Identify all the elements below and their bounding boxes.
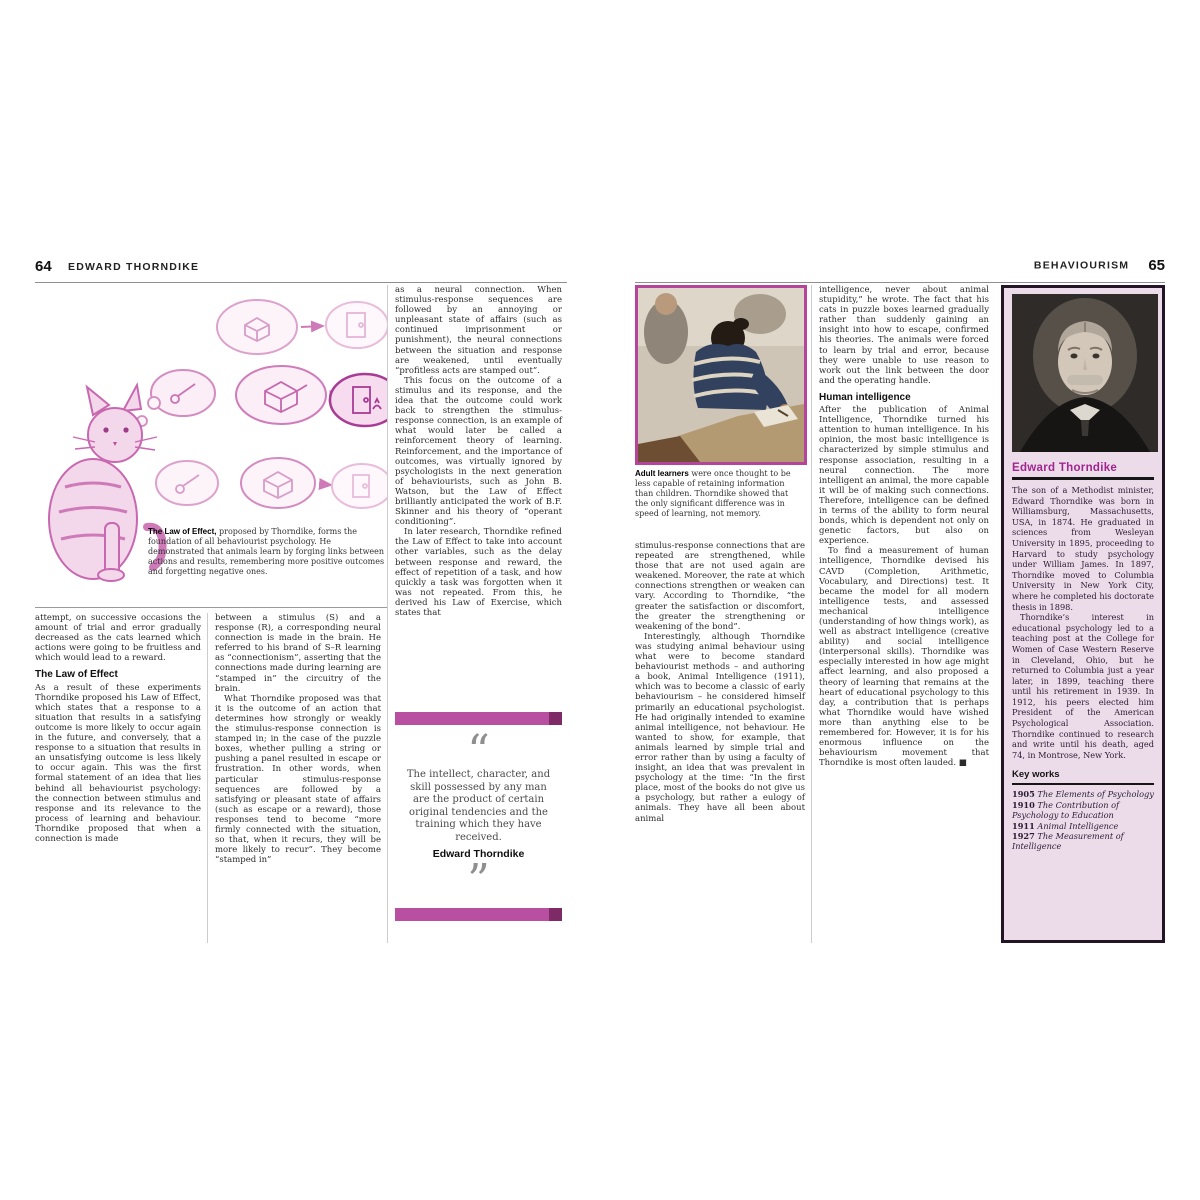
- illustration-caption-rest: proposed by Thorndike, forms the foundation of all behaviourist psychology. He demonstrated that animals learn by forging links between actions and results, remembering more positive outcomes and forgetting negative ones.: [148, 527, 385, 576]
- quote-attribution: Edward Thorndike: [432, 847, 525, 860]
- paragraph: between a stimulus (S) and a response (R), a corresponding neural connection is made in the brain. He referred to his brand of S–R learning as “connectionism”, asserting that the connections made during learning are “stamped in” the circuitry of the brain.: [215, 613, 381, 694]
- left-column-1: [35, 613, 201, 844]
- key-works-list: [1012, 789, 1154, 851]
- right-column-1: [635, 541, 805, 824]
- key-work-title: The Measurement of Intelligence: [1012, 831, 1124, 852]
- key-work-item: [1012, 831, 1154, 852]
- key-work-year: 1905: [1012, 789, 1035, 800]
- close-quote-icon: ”: [467, 854, 490, 906]
- page-number-left: 64: [35, 258, 52, 275]
- key-work-item: [1012, 800, 1154, 821]
- header-rule-left: [35, 282, 567, 283]
- key-work-title: The Elements of Psychology: [1037, 789, 1154, 800]
- bio-paragraph: Thorndike’s interest in educational psychology led to a teaching post at the College for Women of Case Western Reserve in Cleveland, Ohio, but he returned to Columbia just a year later, in 1899, teaching there until his retirement in 1939. In 1912, his peers elected him President of the American Psychological Association. Thorndike continued to research and write until his death, aged 74, in Montrose, New York.: [1012, 612, 1154, 760]
- caption-rule: [35, 607, 388, 608]
- illustration-caption: [148, 527, 388, 577]
- quote-bottom-bar: [395, 908, 562, 921]
- biography-sidebar: [1001, 285, 1165, 943]
- paragraph: To find a measurement of human intelligence, Thorndike devised his CAVD (Completion, Arithmetic, Vocabulary, and Directions) test. It became the model for all modern intelligence tests, and assessed mechanical intelligence (understanding of how things work), as well as abstract intelligence (creative ability) and social intelligence (interpersonal skills). Thorndike was especially interested in how age might affect learning, and also proposed a theory of learning that remains at the heart of educational psychology to this day, a contribution that is perhaps what Thorndike would have wished more than anything else to be remembered for. However, it is for his enormous influence on the behaviourism movement that Thorndike is most often lauded. ■: [819, 546, 989, 769]
- quote-top-bar: [395, 712, 562, 725]
- section-heading-human-intelligence: Human intelligence: [819, 391, 911, 403]
- section-heading-law-of-effect: The Law of Effect: [35, 669, 118, 681]
- key-work-item: [1012, 821, 1154, 831]
- portrait-svg: [1012, 294, 1158, 452]
- illustration-caption-lead: The Law of Effect,: [148, 527, 217, 536]
- paragraph: After the publication of Animal Intelligence, Thorndike turned his attention to human intelligence. In his opinion, the most basic intelligence is characterized by simple stimulus and response association, resulting in a neural connection. The more intelligent an animal, the more capable it will be of making such connections. Therefore, intelligence can be defined in terms of the ability to form neural bonds, which is dependent not only on genetic factors, but also on experience.: [819, 405, 989, 547]
- photo-caption-rest: were once thought to be less capable of retaining information than children. Thorndike showed that the only significant difference was in speed of learning, not memory.: [635, 469, 791, 518]
- key-work-title: Animal Intelligence: [1037, 820, 1119, 831]
- photo-caption-lead: Adult learners: [635, 469, 689, 478]
- column-divider: [387, 285, 388, 943]
- paragraph: What Thorndike proposed was that it is the outcome of an action that determines how strongly or weakly the stimulus-response connection is stamped in; in the case of the puzzle boxes, whether pulling a string or pushing a panel resulted in escape or frustration. In other words, when particular stimulus-response sequences are followed by a satisfying or pleasant state of affairs (such as escape or a reward), those responses tend to become “more firmly connected with the situation, so that, when it recurs, they will be more likely to recur”. They become “stamped in”: [215, 693, 381, 866]
- key-work-year: 1927: [1012, 831, 1035, 842]
- sidebar-name-heading: Edward Thorndike: [1012, 456, 1154, 480]
- paragraph: As a result of these experiments Thorndike proposed his Law of Effect, which states that a response to a situation that results in a satisfying outcome is more likely to occur again in the future, and conversely, that a response to a situation that results in an unsatisfying outcome is less likely to occur again. This was the first formal statement of an idea that lies behind all behaviourist psychology: the connection between stimulus and response and its relevance to the process of learning and behaviour. Thorndike proposed that when a connection is made: [35, 682, 201, 844]
- key-work-item: [1012, 789, 1154, 799]
- thought-bubble-row-2: [151, 366, 388, 426]
- running-head-left: EDWARD THORNDIKE: [68, 261, 200, 273]
- thought-bubble-row-3: [156, 458, 388, 508]
- open-quote-icon: “: [467, 726, 490, 777]
- pull-quote-block: [395, 712, 562, 921]
- header-rule-right: [635, 282, 1165, 283]
- paragraph: Interestingly, although Thorndike was studying animal behaviour using what were to become standard behaviourist methods – and authoring a book, Animal Intelligence (1911), which was to become a classic of early behaviourism – he considered himself primarily an educational psychologist. He had originally intended to examine animal intelligence, not behaviour. He wanted to show, for example, that animals learned by simple trial and error rather than by using a faculty of insight, an idea that was prevalent in psychology at the time: “In the first place, most of the books do not give us a psychology, but rather a eulogy of animals. They have all been about animal: [635, 631, 805, 824]
- key-work-title: The Contribution of Psychology to Education: [1012, 799, 1120, 821]
- thorndike-portrait-photo: [1012, 294, 1154, 456]
- running-head-right: BEHAVIOURISM: [1033, 259, 1130, 272]
- left-column-3: [395, 285, 562, 618]
- right-column-2: [819, 285, 989, 768]
- bio-paragraph: The son of a Methodist minister, Edward Thorndike was born in Williamsburg, Massachusetts, USA, in 1874. He graduated in sciences from Wesleyan University in 1895, proceeding to Harvard to study psychology under William James. In 1897, Thorndike moved to Columbia University in New York City, where he completed his doctorate thesis in 1898.: [1012, 485, 1154, 612]
- quote-text: The intellect, character, and skill possessed by any man are the product of certain original tendencies and the training which they have received.: [406, 769, 551, 843]
- paragraph: attempt, on successive occasions the amount of trial and error gradually decreased as the cats learned which actions were going to be fruitless and which would lead to a reward.: [35, 613, 201, 664]
- paragraph: as a neural connection. When stimulus-response sequences are followed by an annoying or unpleasant state of affairs (such as continued imprisonment or punishment), the neural connections between the situation and response are weakened, until eventually “profitless acts are stamped out”.: [395, 285, 562, 376]
- paragraph: stimulus-response connections that are repeated are strengthened, while those that are not used again are weakened. Moreover, the rate at which connections strengthen or weaken can vary. According to Thorndike, “the greater the satisfaction or discomfort, the greater the strengthening or weakening of the bond”.: [635, 541, 805, 632]
- photo-caption: [635, 469, 803, 519]
- left-column-2: [215, 613, 381, 865]
- header-right: [635, 255, 1165, 274]
- sidebar-biography: [1012, 485, 1154, 760]
- thought-bubble-row-1: [217, 300, 388, 354]
- pink-cat: [49, 385, 163, 581]
- classroom-photo-svg: [638, 288, 804, 462]
- page-number-right: 65: [1148, 257, 1165, 274]
- paragraph: This focus on the outcome of a stimulus and its response, and the idea that the outcome could work back to strengthen the stimulus-response connection, is an example of what would later be called a reinforcement theory of learning. Reinforcement, and the importance of outcomes, was virtually ignored by psychologists in the next generation of behaviourists, such as John B. Watson, but the Law of Effect brilliantly anticipated the work of B.F. Skinner and his theory of “operant conditioning”.: [395, 375, 562, 528]
- book-spread: [35, 255, 1165, 950]
- key-works-heading: Key works: [1012, 769, 1154, 785]
- column-divider: [207, 613, 208, 943]
- paragraph: In later research, Thorndike refined the Law of Effect to take into account other variables, such as the delay between response and reward, the effect of repetition of a task, and how quickly a task was forgotten when it was not repeated. From this, he derived his Law of Exercise, which states that: [395, 527, 562, 618]
- paragraph: intelligence, never about animal stupidity,” he wrote. The fact that his cats in puzzle boxes learned gradually rather than suddenly gaining an insight into how to escape, confirmed his theories. The animals were forced to learn by trial and error, because they were unable to use reason to work out the link between the door and the operating handle.: [819, 285, 989, 386]
- key-work-year: 1911: [1012, 820, 1035, 831]
- adult-learners-photo: [635, 285, 807, 465]
- key-work-year: 1910: [1012, 799, 1035, 810]
- column-divider: [811, 285, 812, 943]
